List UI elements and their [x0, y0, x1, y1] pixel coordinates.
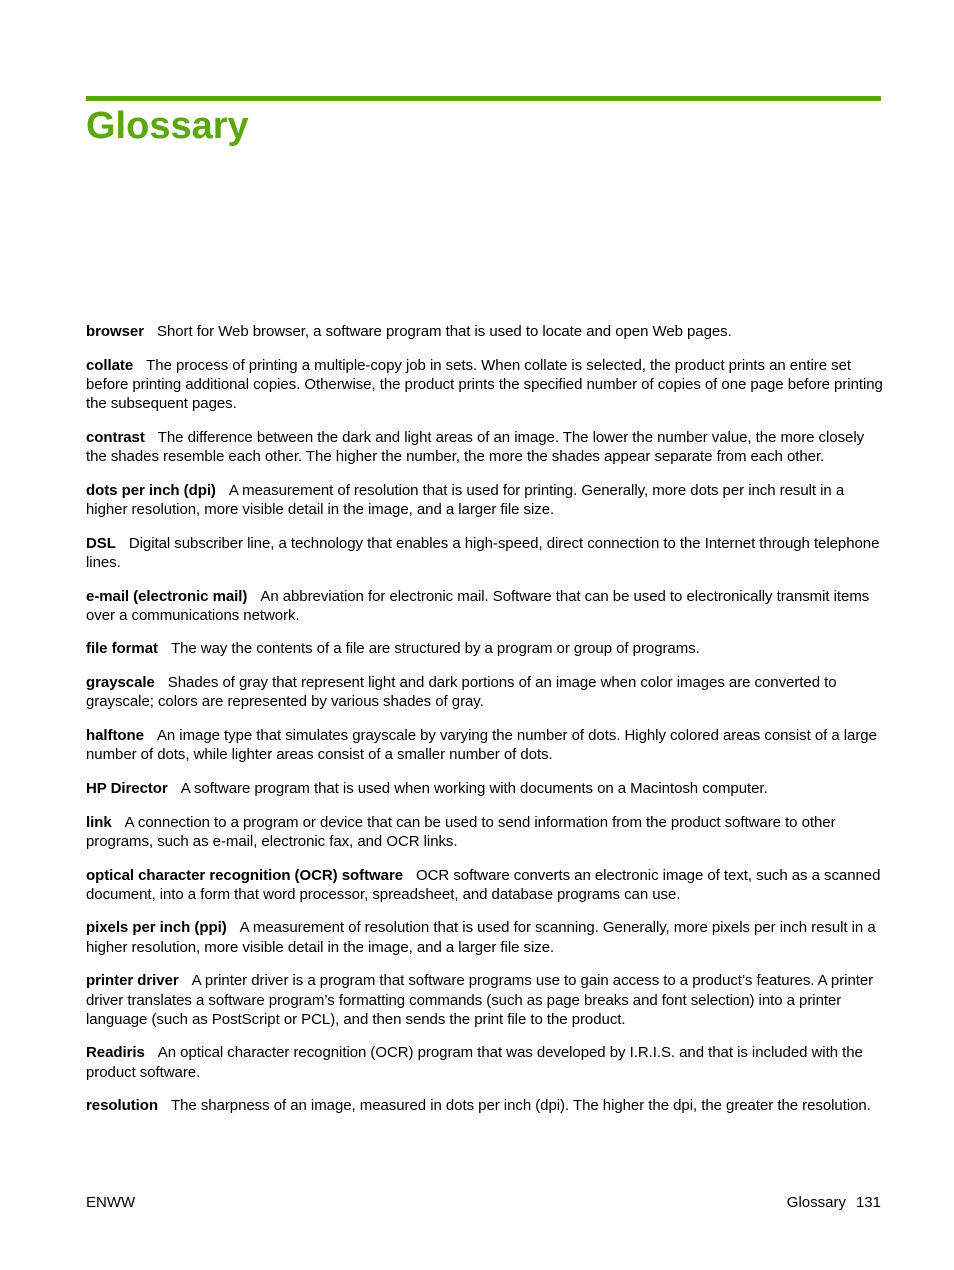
glossary-entry	[86, 866, 884, 904]
glossary-entry	[86, 813, 884, 851]
glossary-entry	[86, 481, 884, 519]
glossary-entry	[86, 322, 884, 341]
glossary-term: resolution	[86, 1097, 159, 1115]
glossary-definition: A measurement of resolution that is used for scanning. Generally, more pixels per inch result in a higher resolution, more visible detail in the image, and a larger file size.	[86, 919, 876, 956]
glossary-definition: The way the contents of a file are structured by a program or group of programs.	[170, 640, 700, 658]
glossary-definition: The sharpness of an image, measured in dots per inch (dpi). The higher the dpi, the greater the resolution.	[171, 1097, 871, 1115]
glossary-entry	[86, 639, 884, 658]
glossary-term: printer driver	[86, 972, 179, 990]
glossary-term: pixels per inch (ppi)	[86, 919, 227, 937]
glossary-term: collate	[86, 356, 134, 374]
glossary-term: file format	[86, 640, 158, 658]
glossary-term: HP Director	[86, 779, 168, 797]
glossary-definition: An abbreviation for electronic mail. Software that can be used to electronically transmit items over a communications network.	[86, 587, 870, 624]
glossary-term: DSL	[86, 534, 116, 552]
glossary-term: link	[86, 813, 112, 831]
glossary-definition: A connection to a program or device that can be used to send information from the product software to other programs, such as e-mail, electronic fax, and OCR links.	[86, 813, 836, 850]
glossary-definition: Digital subscriber line, a technology that enables a high-speed, direct connection to the Internet through telephone lines.	[86, 534, 880, 571]
glossary-definition: A printer driver is a program that software programs use to gain access to a product’s features. A printer driver translates a software program’s formatting commands (such as page breaks and font selection) into a printer language (such as PostScript or PCL), and then sends the print file to the product.	[86, 972, 874, 1028]
glossary-entry	[86, 1096, 884, 1115]
glossary-definition: OCR software converts an electronic image of text, such as a scanned document, into a form that word processor, spreadsheet, and database programs can use.	[86, 866, 881, 903]
glossary-entry	[86, 779, 884, 798]
glossary-term: browser	[86, 323, 145, 340]
glossary-entry	[86, 1043, 884, 1081]
page-number: 131	[855, 1194, 881, 1211]
glossary-entry	[86, 971, 884, 1029]
footer-page-info	[787, 1193, 881, 1212]
glossary-entry	[86, 356, 884, 414]
glossary-entry	[86, 726, 884, 764]
glossary-term: contrast	[86, 428, 145, 446]
glossary-term: Readiris	[86, 1044, 145, 1062]
glossary-term: optical character recognition (OCR) software	[86, 866, 404, 884]
glossary-definition: An image type that simulates grayscale by varying the number of dots. Highly colored areas consist of a large number of dots, while lighter areas consist of a smaller number of dots.	[86, 727, 877, 764]
glossary-definition: A software program that is used when working with documents on a Macintosh computer.	[180, 779, 768, 797]
page-title: Glossary	[86, 105, 249, 147]
glossary-definition: Shades of gray that represent light and dark portions of an image when color images are converted to grayscale; colors are represented by various shades of gray.	[86, 674, 837, 711]
glossary-entry	[86, 587, 884, 625]
glossary-term: grayscale	[86, 674, 155, 692]
glossary-term: halftone	[86, 727, 144, 745]
glossary-definition: The difference between the dark and light areas of an image. The lower the number value, the more closely the shades resemble each other. The higher the number, the more the shades appear separate from each other.	[86, 428, 865, 466]
glossary-definition: The process of printing a multiple-copy job in sets. When collate is selected, the product prints an entire set before printing additional copies. Otherwise, the product prints the specified number of copies of one page before printing the subsequent pages.	[86, 356, 883, 413]
glossary-list	[86, 322, 884, 1130]
glossary-definition: Short for Web browser, a software program that is used to locate and open Web pages.	[157, 323, 732, 340]
glossary-entry	[86, 428, 884, 466]
footer-publisher-code: ENWW	[86, 1194, 136, 1211]
glossary-entry	[86, 918, 884, 956]
glossary-definition: An optical character recognition (OCR) program that was developed by I.R.I.S. and that is included with the product software.	[86, 1044, 863, 1081]
glossary-entry	[86, 673, 884, 711]
footer-section-name: Glossary	[786, 1194, 846, 1211]
glossary-entry	[86, 534, 884, 572]
glossary-definition: A measurement of resolution that is used for printing. Generally, more dots per inch result in a higher resolution, more visible detail in the image, and a larger file size.	[86, 481, 845, 518]
glossary-term: dots per inch (dpi)	[86, 481, 216, 499]
glossary-term: e-mail (electronic mail)	[86, 587, 248, 605]
